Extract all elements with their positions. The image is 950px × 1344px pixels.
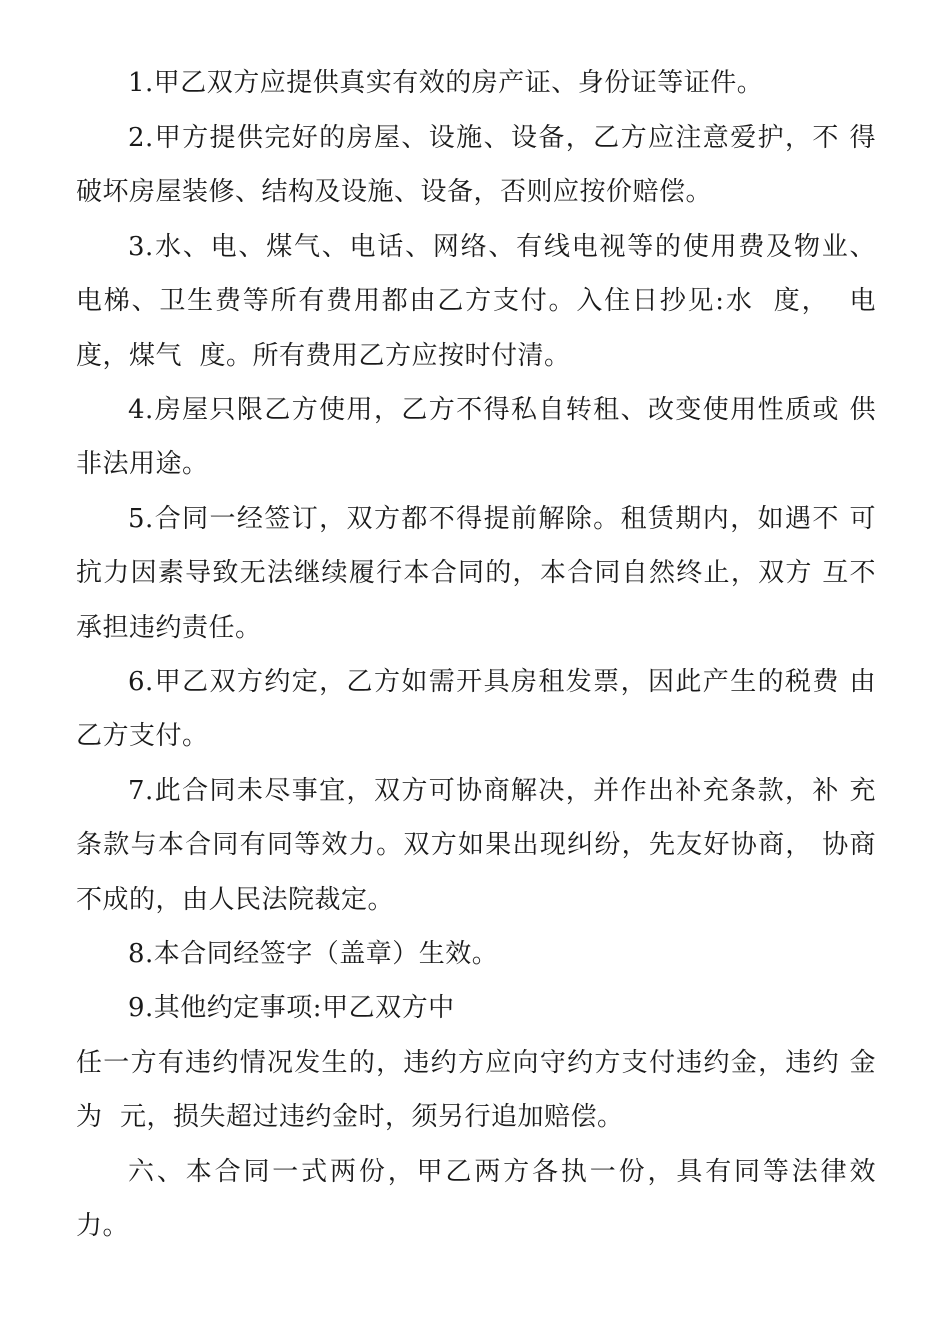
clause-3-line-2: 电梯、卫生费等所有费用都由乙方支付。入住日抄见:水 度， 电: [76, 286, 876, 316]
section-6-line-2: 力。: [76, 1211, 130, 1241]
clause-6-line-1: 6.甲乙双方约定，乙方如需开具房租发票，因此产生的税费 由: [128, 667, 876, 697]
clause-2-line-2: 破坏房屋装修、结构及设施、设备，否则应按价赔偿。: [76, 177, 713, 207]
clause-7-line-3: 不成的，由人民法院裁定。: [76, 885, 395, 915]
section-6-line-1: 六、本合同一式两份，甲乙两方各执一份，具有同等法律效: [128, 1157, 876, 1187]
clause-9-line-2: 任一方有违约情况发生的，违约方应向守约方支付违约金，违约 金: [76, 1048, 876, 1078]
clause-9-line-1: 9.其他约定事项:甲乙双方中: [128, 993, 455, 1023]
clause-4-line-1: 4.房屋只限乙方使用，乙方不得私自转租、改变使用性质或 供: [128, 395, 876, 425]
clause-4-line-2: 非法用途。: [76, 449, 209, 479]
clause-6-line-2: 乙方支付。: [76, 721, 209, 751]
clause-3-line-1: 3.水、电、煤气、电话、网络、有线电视等的使用费及物业、: [128, 232, 876, 262]
clause-1-line-1: 1.甲乙双方应提供真实有效的房产证、身份证等证件。: [128, 68, 764, 98]
clause-5-line-2: 抗力因素导致无法继续履行本合同的，本合同自然终止，双方 互不: [76, 558, 876, 588]
clause-7-line-1: 7.此合同未尽事宜，双方可协商解决，并作出补充条款，补 充: [128, 776, 876, 806]
clause-3-line-3: 度，煤气 度。所有费用乙方应按时付清。: [76, 341, 571, 371]
clause-7-line-2: 条款与本合同有同等效力。双方如果出现纠纷，先友好协商， 协商: [76, 830, 876, 860]
clause-9-line-3: 为 元，损失超过违约金时，须另行追加赔偿。: [76, 1102, 624, 1132]
clause-8-line-1: 8.本合同经签字（盖章）生效。: [128, 939, 499, 969]
clause-2-line-1: 2.甲方提供完好的房屋、设施、设备，乙方应注意爱护，不 得: [128, 123, 876, 153]
clause-5-line-1: 5.合同一经签订，双方都不得提前解除。租赁期内，如遇不 可: [128, 504, 876, 534]
clause-5-line-3: 承担违约责任。: [76, 613, 262, 643]
